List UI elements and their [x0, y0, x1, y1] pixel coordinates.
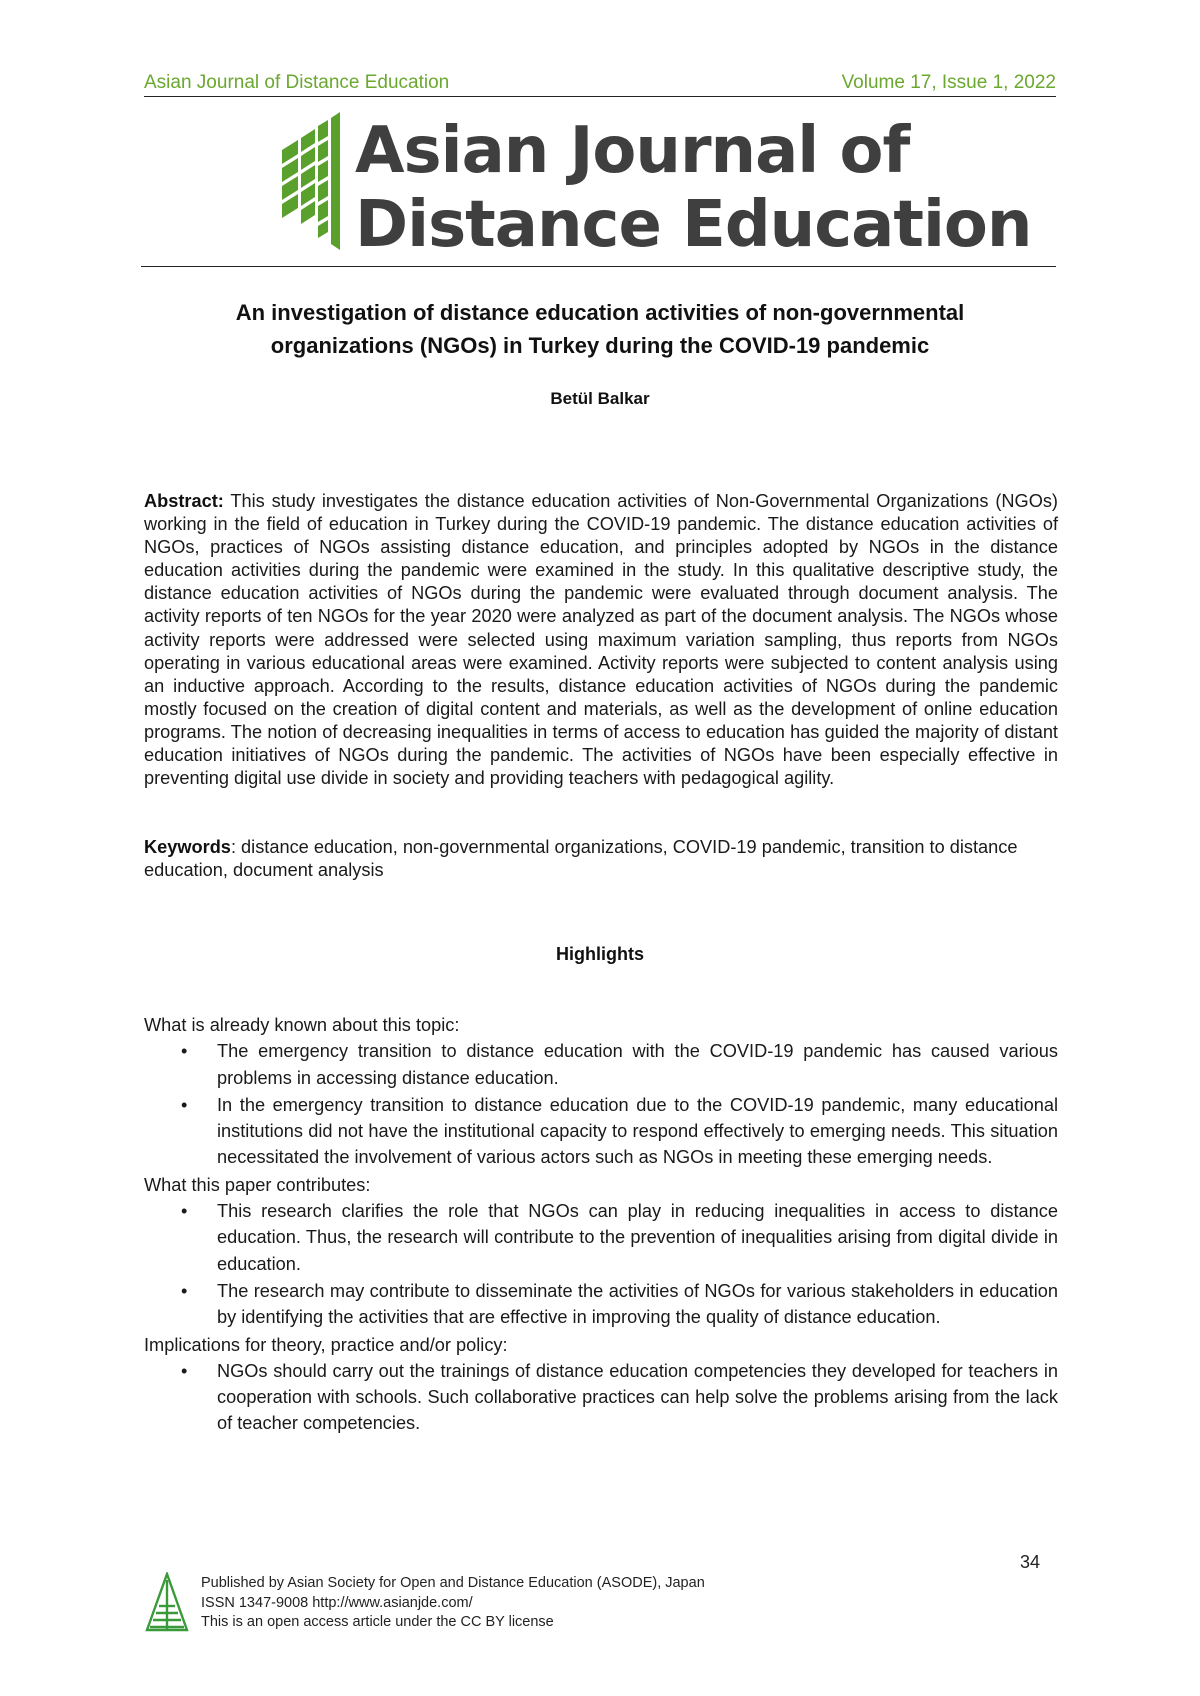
bullet-icon: •	[181, 1041, 188, 1062]
highlight-item	[144, 1092, 1058, 1171]
running-header-volume: Volume 17, Issue 1, 2022	[841, 72, 1056, 93]
highlight-item-text: NGOs should carry out the trainings of distance education competencies they developed for teachers in cooperation with schools. Such collaborative practices can help solve the problems arising from the lack of teacher competencies.	[217, 1360, 1058, 1434]
highlight-list	[144, 1358, 1058, 1437]
highlight-item	[144, 1038, 1058, 1091]
highlight-item-text: This research clarifies the role that NGOs can play in reducing inequalities in access to distance education. Thus, the research will contribute to the prevention of inequalities arising from digital divide in education.	[217, 1201, 1058, 1274]
highlights-heading: Highlights	[556, 944, 644, 964]
article-title	[144, 296, 1056, 362]
highlight-item	[144, 1198, 1058, 1277]
bullet-icon: •	[181, 1280, 188, 1301]
logo-line-1: Asian Journal of	[355, 114, 910, 188]
highlight-section-title: What this paper contributes:	[144, 1174, 371, 1195]
highlights	[144, 1012, 1058, 1438]
bullet-icon: •	[181, 1094, 188, 1115]
issn-line: ISSN 1347-9008 http://www.asianjde.com/	[201, 1594, 473, 1611]
article-title-line-1: An investigation of distance education activities of non-governmental	[235, 300, 965, 325]
highlight-list	[144, 1038, 1058, 1170]
highlight-item	[144, 1358, 1058, 1437]
highlight-list	[144, 1198, 1058, 1330]
publisher-line: Published by Asian Society for Open and Distance Education (ASODE), Japan	[201, 1575, 705, 1591]
highlight-item-text: In the emergency transition to distance education due to the COVID-19 pandemic, many educational institutions did not have the institutional capacity to respond effectively to emerging needs. This situation necessitated the involvement of various actors such as NGOs in meeting these emerging needs.	[217, 1094, 1058, 1168]
abstract-label: Abstract:	[144, 491, 224, 511]
journal-logo	[280, 110, 1032, 262]
highlight-item-text: The emergency transition to distance education with the COVID-19 pandemic has caused various problems in accessing distance education.	[217, 1041, 1058, 1088]
abstract	[144, 490, 1058, 790]
journal-logo-mark-icon	[280, 110, 346, 252]
running-header-journal: Asian Journal of Distance Education	[144, 72, 450, 93]
publisher-info	[201, 1574, 705, 1633]
abstract-text: This study investigates the distance education activities of Non-Governmental Organizations (NGOs) working in the field of education in Turkey during the COVID-19 pandemic. The distance education activities of NGOs, practices of NGOs assisting distance education, and principles adopted by NGOs in the distance education activities during the pandemic were examined in the study. In this qualitative descriptive study, the distance education activities of NGOs during the pandemic were evaluated through document analysis. The activity reports of ten NGOs for the year 2020 were analyzed as part of the document analysis. The NGOs whose activity reports were addressed were selected using maximum variation sampling, thus reports from NGOs operating in various educational areas were examined. Activity reports were subjected to content analysis using an inductive approach. According to the results, distance education activities of NGOs during the pandemic mostly focused on the creation of digital content and materials, as well as the development of online education programs. The notion of decreasing inequalities in terms of access to education has guided the majority of distant education initiatives of NGOs during the pandemic. The activities of NGOs have been especially effective in preventing digital use divide in society and providing teachers with pedagogical agility.	[144, 491, 1058, 789]
keywords	[144, 836, 1058, 882]
logo-line-2: Distance Education	[355, 188, 1032, 262]
license-line: This is an open access article under the CC BY license	[201, 1614, 554, 1630]
asode-logo-icon	[145, 1572, 189, 1632]
page-number: 34	[1020, 1552, 1041, 1572]
header-divider	[141, 266, 1056, 267]
keywords-label: Keywords	[144, 837, 231, 857]
highlight-item	[144, 1278, 1058, 1331]
highlight-section-title: Implications for theory, practice and/or policy:	[144, 1334, 508, 1355]
keywords-text: : distance education, non-governmental organizations, COVID-19 pandemic, transition to distance education, document analysis	[144, 837, 1018, 881]
article-title-line-2: organizations (NGOs) in Turkey during the COVID-19 pandemic	[270, 333, 930, 358]
journal-logo-wordmark	[355, 114, 1031, 262]
highlight-section-title: What is already known about this topic:	[144, 1015, 460, 1035]
highlight-item-text: The research may contribute to disseminate the activities of NGOs for various stakeholders in education by identifying the activities that are effective in improving the quality of distance education.	[217, 1280, 1058, 1328]
bullet-icon: •	[181, 1360, 188, 1381]
article-author: Betül Balkar	[550, 389, 650, 408]
running-header	[144, 72, 1056, 97]
bullet-icon: •	[181, 1201, 188, 1222]
